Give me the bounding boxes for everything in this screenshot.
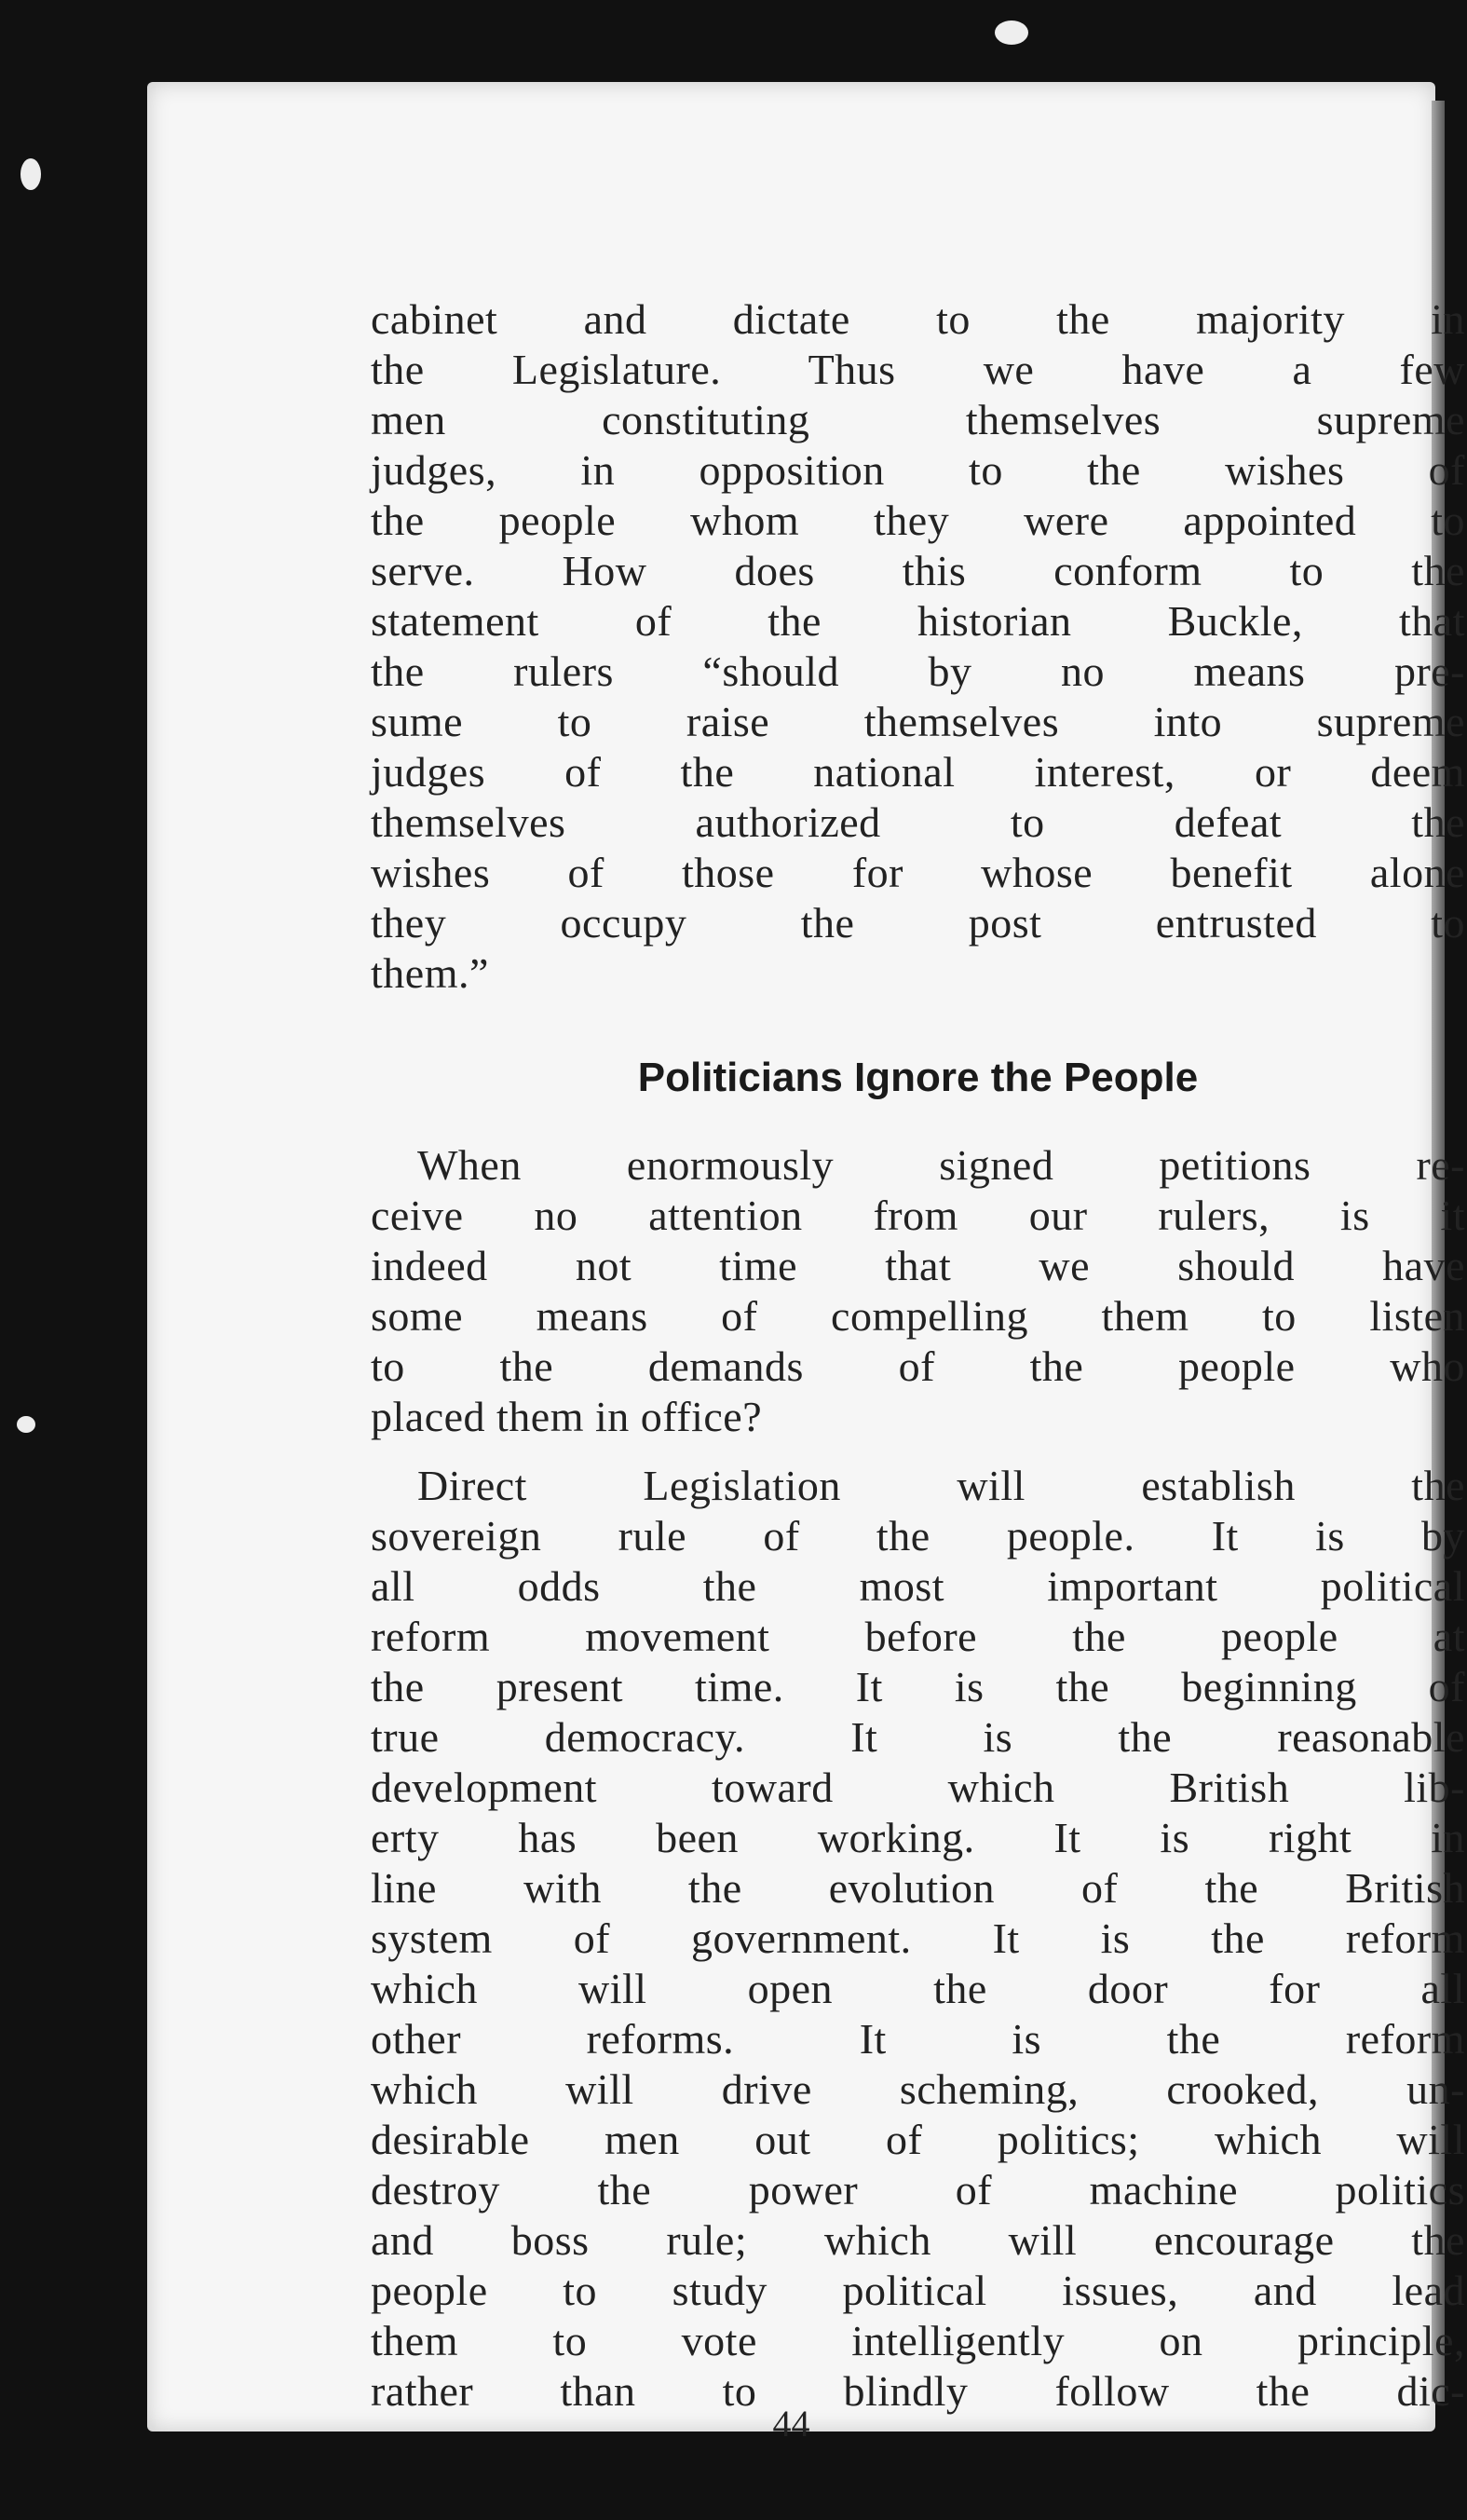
text-line: sume to raise themselves into supreme [371,698,1465,745]
scan-speck [20,158,41,190]
text-line: erty has been working. It is right in [371,1814,1465,1861]
text-line: system of government. It is the reform [371,1914,1465,1962]
text-line: the people whom they were appointed to [371,497,1465,544]
text-line: serve. How does this conform to the [371,547,1465,594]
page-text [371,294,1465,2417]
text-line: statement of the historian Buckle, that [371,597,1465,645]
text-line: men constituting themselves supreme [371,396,1465,443]
text-line: some means of compelling them to listen [371,1292,1465,1340]
text-line: indeed not time that we should have [371,1242,1465,1289]
text-line: the present time. It is the beginning of [371,1663,1465,1710]
scan-speck [17,1416,35,1433]
text-line: themselves authorized to defeat the [371,798,1465,846]
text-line: line with the evolution of the British [371,1864,1465,1912]
book-page [147,82,1465,2445]
text-line: reform movement before the people at [371,1613,1465,1660]
text-line: Direct Legislation will establish the [417,1462,1465,1509]
text-line: ceive no attention from our rulers, is it [371,1192,1465,1239]
paragraph-2 [371,1140,1465,1442]
section-heading: Politicians Ignore the People [637,1055,1199,1100]
text-line: them to vote intelligently on principle, [371,2317,1465,2364]
text-line: to the demands of the people who [371,1342,1465,1390]
text-line: placed them in office? [371,1393,763,1440]
text-line: destroy the power of machine politics [371,2166,1465,2214]
text-line: and boss rule; which will encourage the [371,2216,1465,2264]
text-line: which will open the door for all [371,1965,1465,2012]
text-line: wishes of those for whose benefit alone [371,849,1465,896]
text-line: rather than to blindly follow the dic- [371,2367,1465,2415]
paragraph-3 [371,1461,1465,2417]
text-line: judges, in opposition to the wishes of [371,446,1465,494]
text-line: they occupy the post entrusted to [371,899,1465,947]
text-line: other reforms. It is the reform [371,2015,1465,2063]
text-line: people to study political issues, and lead [371,2267,1465,2314]
text-line: sovereign rule of the people. It is by [371,1512,1465,1560]
text-line: development toward which British lib- [371,1764,1465,1811]
text-line: cabinet and dictate to the majority in [371,295,1465,343]
page-number: 44 [772,2403,810,2445]
text-line: which will drive scheming, crooked, un- [371,2065,1465,2113]
text-line: all odds the most important political [371,1562,1465,1610]
text-line: them.” [371,949,489,997]
scan-speck [995,20,1028,45]
paragraph-1 [371,294,1465,999]
text-line: desirable men out of politics; which will [371,2116,1465,2163]
text-line: true democracy. It is the reasonable [371,1713,1465,1761]
text-line: the rulers “should by no means pre- [371,647,1465,695]
text-line: judges of the national interest, or deem [371,748,1465,796]
text-line: the Legislature. Thus we have a few [371,346,1465,393]
text-line: When enormously signed petitions re- [417,1141,1465,1189]
